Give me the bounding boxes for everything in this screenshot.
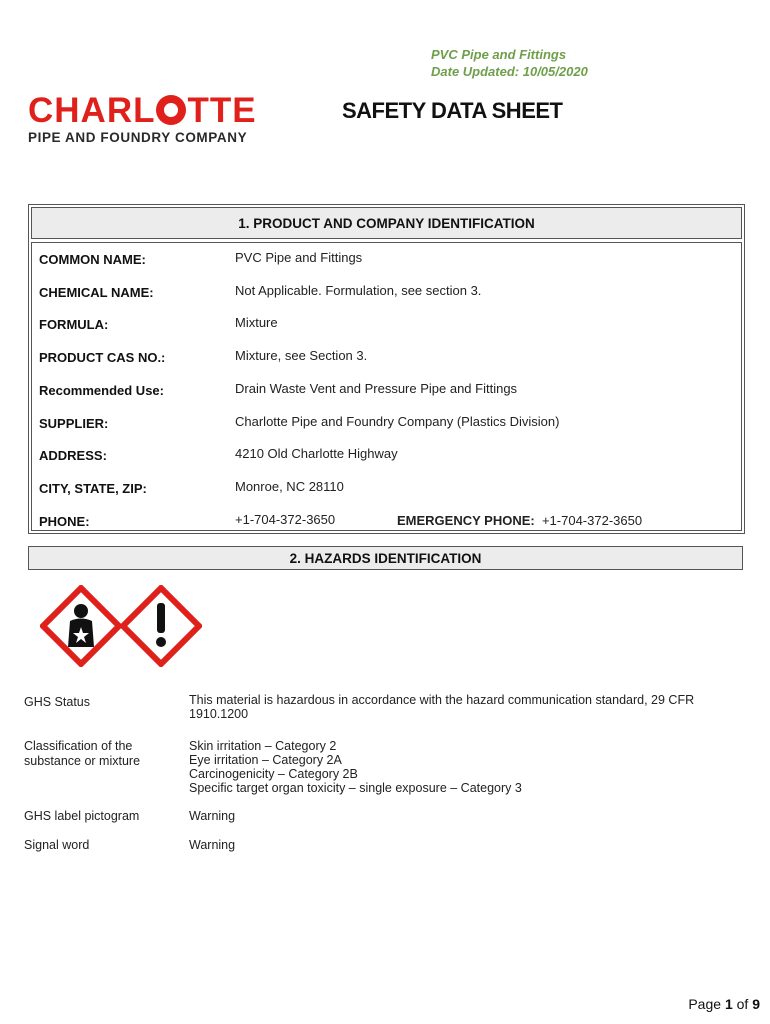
row-label: CITY, STATE, ZIP: [39,481,147,496]
product-name-header: PVC Pipe and Fittings [431,47,567,62]
ghs-status-value: This material is hazardous in accordance with the hazard communication standard, 29 CFR 1910.1200 [189,693,695,721]
emergency-phone [397,513,642,528]
row-label: PRODUCT CAS NO.: [39,350,166,365]
logo-subtitle: PIPE AND FOUNDRY COMPANY [28,130,248,145]
row-label: COMMON NAME: [39,252,146,267]
signal-word-label: Signal word [24,838,90,852]
table-row [32,407,741,437]
table-row [32,276,741,306]
table-row [32,308,741,338]
row-value: Mixture [235,315,278,330]
row-label: SUPPLIER: [39,416,109,431]
page-of: of [736,996,749,1012]
exclamation-mark-icon [120,585,202,667]
classification-item: Eye irritation – Category 2A [189,753,342,767]
table-row [32,374,741,404]
page-title: SAFETY DATA SHEET [342,98,563,123]
table-row [32,243,741,273]
classification-item: Specific target organ toxicity – single exposure – Category 3 [189,781,522,795]
page-current: 1 [724,996,733,1012]
signal-word-value: Warning [189,838,236,852]
row-value: PVC Pipe and Fittings [235,250,363,265]
page-number [688,996,760,1012]
classification-item: Carcinogenicity – Category 2B [189,767,358,781]
section-product-identification [28,204,745,534]
row-label: PHONE: [39,514,90,529]
page-total: 9 [752,996,760,1012]
table-row [32,472,741,502]
table-row [32,439,741,469]
row-value: Not Applicable. Formulation, see section 3. [235,283,482,298]
row-value: Monroe, NC 28110 [235,479,344,494]
classification-label: Classification of the substance or mixture [24,739,141,768]
document-meta [431,46,588,80]
row-label: ADDRESS: [39,448,107,463]
section-1-title: 1. PRODUCT AND COMPANY IDENTIFICATION [31,207,742,239]
row-value: Mixture, see Section 3. [235,348,368,363]
row-label: FORMULA: [39,317,109,332]
classification-item: Skin irritation – Category 2 [189,739,337,753]
table-row [32,505,741,535]
classification-values [189,739,729,795]
table-row [32,341,741,371]
section-2-title: 2. HAZARDS IDENTIFICATION [28,546,743,570]
row-value: 4210 Old Charlotte Highway [235,446,398,461]
emergency-phone-label: EMERGENCY PHONE: [397,513,535,528]
row-value: +1-704-372-3650 [235,512,336,527]
row-label: CHEMICAL NAME: [39,285,154,300]
emergency-phone-value: +1-704-372-3650 [541,513,643,528]
row-value: Charlotte Pipe and Foundry Company (Plastics Division) [235,414,560,429]
identification-table [31,242,742,531]
date-updated: Date Updated: 10/05/2020 [431,64,588,79]
logo-wordmark: CHARL TTE [28,91,257,130]
row-label: Recommended Use: [39,383,164,398]
ghs-status-label: GHS Status [24,695,90,709]
pictogram-label: GHS label pictogram [24,809,140,823]
health-hazard-icon [40,585,122,667]
pictogram-value: Warning [189,809,236,823]
company-logo [28,92,300,144]
row-value: Drain Waste Vent and Pressure Pipe and Fittings [235,381,518,396]
page-prefix: Page [688,996,722,1012]
